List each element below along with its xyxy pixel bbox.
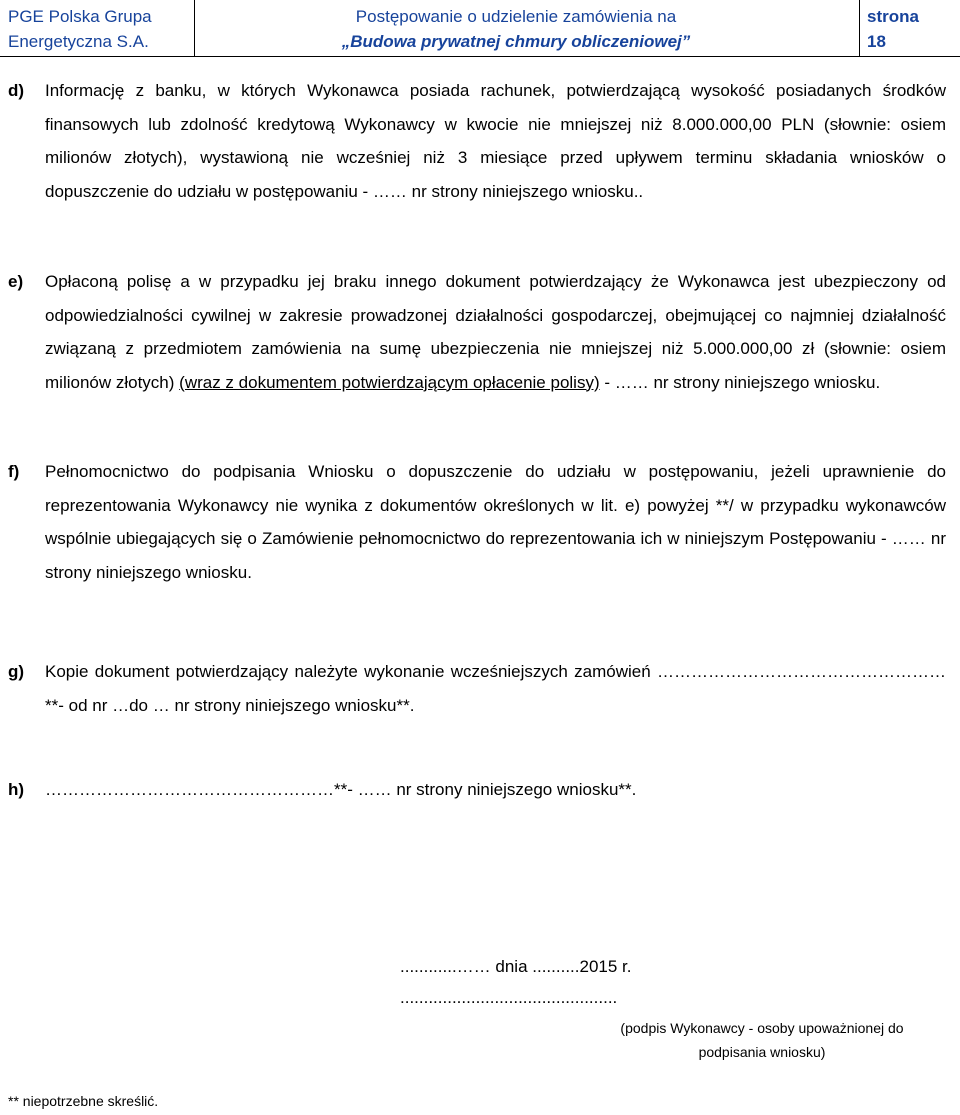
header-divider [859, 0, 860, 56]
page-number: 18 [867, 32, 886, 51]
item-text-part: Opłaconą polisę a w przypadku jej braku innego dokument potwierdzający że Wykonawca jest ubezpieczony od odpowiedzialności cywilnej w zakresie prowadzonej działalności gospodarczej, obejmującej co najmniej działalność związaną z przedmiotem zamówienia na sumę ubezpieczenia nie mniejszej niż 5.000.000,00 zł (słownie: osiem milionów złotych) [45, 272, 946, 392]
page-indicator [867, 4, 953, 54]
item-d [8, 74, 946, 208]
item-label: d) [8, 81, 25, 100]
item-text: ……………………………………………**- …… nr strony niniejszego wniosku**. [45, 780, 637, 799]
item-f [8, 455, 946, 589]
procedure-title-line1: Postępowanie o udzielenie zamówienia na [355, 7, 677, 26]
item-label: f) [8, 462, 20, 481]
signature-caption-line2: podpisania wniosku) [698, 1044, 826, 1060]
item-e [8, 265, 946, 399]
company-name-line2: Energetyczna S.A. [8, 32, 149, 51]
item-h [8, 773, 946, 807]
item-text-underlined: (wraz z dokumentem potwierdzającym opłacenie polisy) [179, 372, 600, 392]
procedure-title [196, 4, 836, 54]
item-text: Informację z banku, w których Wykonawca posiada rachunek, potwierdzającą wysokość posiadanych środków finansowych lub zdolność kredytową Wykonawcy w kwocie nie mniejszej niż 8.000.000,00 PLN (słownie: osiem milionów złotych), wystawioną nie wcześniej niż 3 miesiące przed upływem terminu składania wniosków o dopuszczenie do udziału w postępowaniu - …… nr strony niniejszego wniosku.. [45, 81, 946, 201]
item-label: g) [8, 662, 25, 681]
company-name-line1: PGE Polska Grupa [8, 7, 152, 26]
procedure-title-line2: „Budowa prywatnej chmury obliczeniowej” [341, 32, 691, 51]
signature-caption [572, 1016, 952, 1064]
item-text: Pełnomocnictwo do podpisania Wniosku o dopuszczenie do udziału w postępowaniu, jeżeli uprawnienie do reprezentowania Wykonawcy nie wynika z dokumentów określonych w lit. e) powyżej **/ w przypadku wykonawców wspólnie ubiegających się o Zamówienie pełnomocnictwo do reprezentowania ich w niniejszym Postępowaniu - …… nr strony niniejszego wniosku. [45, 462, 946, 582]
signature-caption-line1: (podpis Wykonawcy - osoby upoważnionej do [620, 1020, 904, 1036]
footnote: ** niepotrzebne skreślić. [8, 1093, 159, 1109]
item-label: e) [8, 272, 24, 291]
item-label: h) [8, 780, 25, 799]
company-name [8, 4, 194, 54]
page-label: strona [867, 7, 919, 26]
signature-dots: .............................................. [400, 988, 618, 1007]
item-text-part: - …… nr strony niniejszego wniosku. [599, 372, 881, 392]
item-text: Kopie dokument potwierdzający należyte wykonanie wcześniejszych zamówień ……………………………………………**- od nr …do … nr strony niniejszego wniosku**. [45, 662, 946, 715]
item-text [45, 265, 946, 399]
item-g [8, 655, 946, 722]
date-line: ............…… dnia ..........2015 r. [400, 957, 632, 976]
document-header [0, 0, 960, 57]
header-divider [194, 0, 195, 56]
